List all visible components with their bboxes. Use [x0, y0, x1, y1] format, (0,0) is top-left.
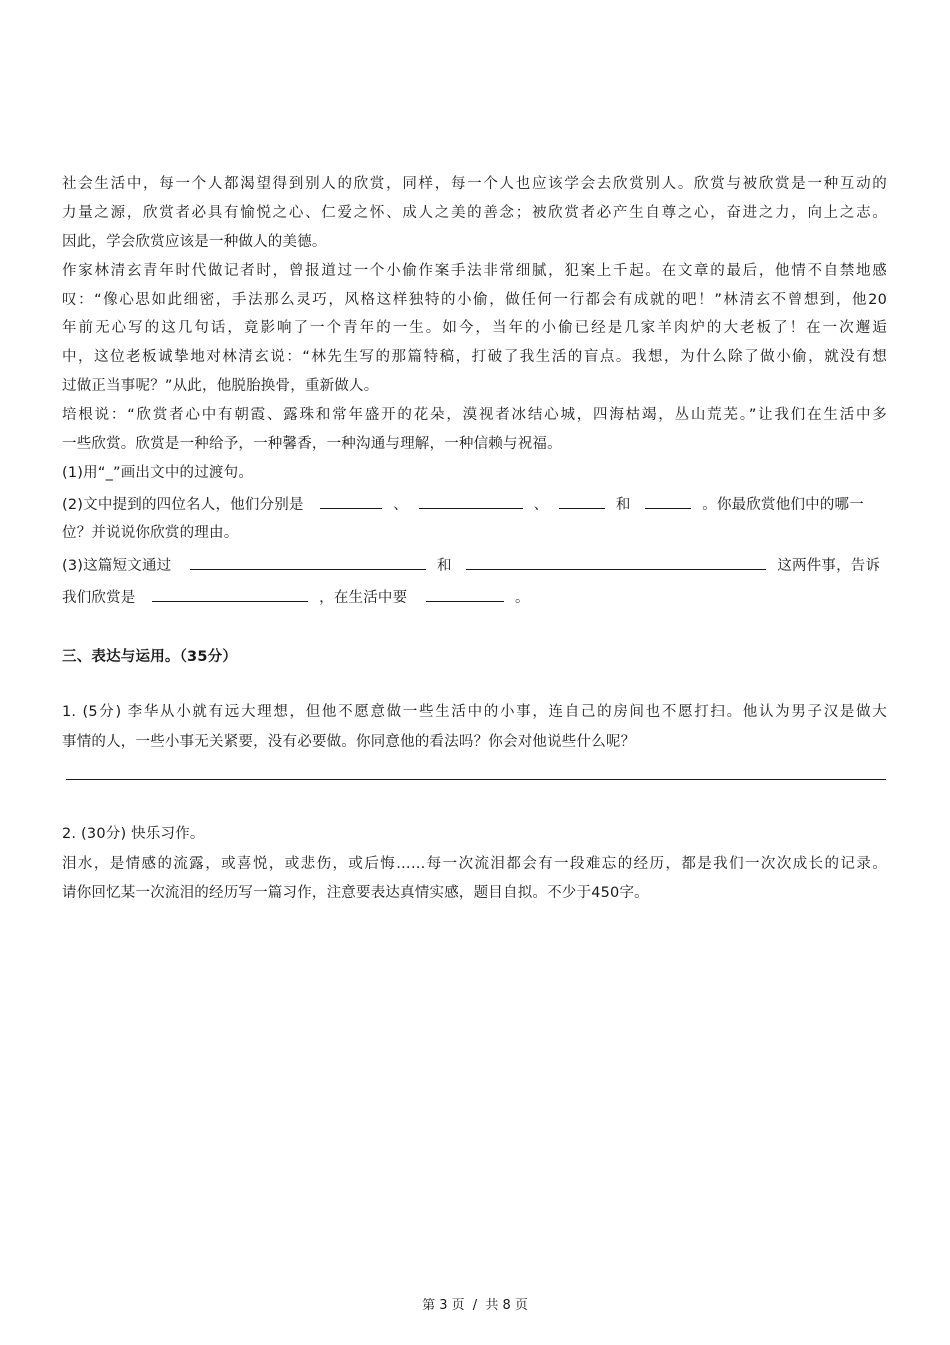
question-2-and: 和 [615, 497, 631, 513]
answer-blank-event-1[interactable] [190, 555, 426, 570]
question-3-line-2 [62, 587, 887, 607]
question-3-end: 这两件事，告诉 [777, 558, 881, 574]
question-3-start: (3)这篇短文通过 [62, 558, 172, 574]
question-2-sep: 、 [533, 497, 549, 513]
question-1-pre: (1)用“ [62, 465, 106, 481]
answer-line[interactable] [66, 779, 886, 780]
question-3 [62, 555, 887, 575]
passage-line: 一些欣赏。欣赏是一种给予，一种馨香，一种沟通与理解，一种信赖与祝福。 [62, 436, 562, 452]
passage-line: 中，这位老板诚挚地对林清玄说：“林先生写的那篇特稿，打破了我生活的盲点。我想，为什么除了做小偷，就没有想 [62, 349, 887, 365]
question-3-line2-mid: ，在生活中要 [319, 590, 408, 606]
question-2 [62, 494, 887, 514]
passage-line: 因此，学会欣赏应该是一种做人的美德。 [62, 234, 327, 250]
item-1-line: 1. (5分) 李华从小就有远大理想，但他不愿意做一些生活中的小事，连自己的房间也不愿打扫。他认为男子汉是做大 [62, 704, 887, 720]
page-total: 共 8 页 [485, 1298, 528, 1313]
answer-blank-name-3[interactable] [559, 494, 605, 509]
page-separator: / [472, 1298, 478, 1313]
passage-line: 过做正当事呢？”从此，他脱胎换骨，重新做人。 [62, 378, 379, 394]
question-2-start: (2)文中提到的四位名人，他们分别是 [62, 497, 304, 513]
passage-line: 作家林清玄青年时代做记者时，曾报道过一个小偷作案手法非常细腻，犯案上千起。在文章的最后，他情不自禁地感 [62, 263, 887, 279]
item-2-title: 2. (30分) 快乐习作。 [62, 826, 205, 842]
answer-blank-name-4[interactable] [645, 494, 691, 509]
question-3-line2-end: 。 [514, 590, 530, 606]
question-1-mark: _ [105, 465, 114, 481]
question-2-end: 。你最欣赏他们中的哪一 [702, 497, 864, 513]
item-2-line: 请你回忆某一次流泪的经历写一篇习作，注意要表达真情实感，题目自拟。不少于450字。 [62, 885, 649, 901]
question-1-post: ”画出文中的过渡句。 [113, 465, 254, 481]
answer-blank-appreciation[interactable] [152, 587, 308, 602]
item-2-line: 泪水，是情感的流露，或喜悦，或悲伤，或后悔……每一次流泪都会有一段难忘的经历，都是我们一次次成长的记录。 [62, 856, 887, 872]
item-1-line: 事情的人，一些小事无关紧要，没有必要做。你同意他的看法吗？你会对他说些什么呢？ [62, 734, 636, 750]
section-heading: 三、表达与运用。（35分） [62, 649, 238, 665]
question-1 [62, 463, 887, 483]
answer-blank-event-2[interactable] [466, 555, 766, 570]
answer-blank-action[interactable] [426, 587, 504, 602]
passage-line: 叹：“像心思如此细密，手法那么灵巧，风格这样独特的小偷，做任何一行都会有成就的吧！”林清玄不曾想到，他20 [62, 292, 887, 308]
passage-line: 社会生活中，每一个人都渴望得到别人的欣赏，同样，每一个人也应该学会去欣赏别人。欣赏与被欣赏是一种互动的 [62, 176, 887, 192]
passage-line: 年前无心写的这几句话，竟影响了一个青年的一生。如今，当年的小偷已经是几家羊肉炉的大老板了！在一次邂逅 [62, 320, 887, 336]
passage-line: 培根说：“欣赏者心中有朝霞、露珠和常年盛开的花朵，漠视者冰结心城，四海枯竭，丛山荒芜。”让我们在生活中多 [62, 407, 887, 423]
page-footer [0, 1297, 950, 1315]
question-3-and: 和 [436, 558, 452, 574]
question-3-line2-start: 我们欣赏是 [62, 590, 136, 606]
question-2-sep: 、 [393, 497, 408, 513]
answer-blank-name-1[interactable] [320, 494, 382, 509]
answer-blank-name-2[interactable] [419, 494, 523, 509]
question-2-line-2: 位？并说说你欣赏的理由。 [62, 525, 239, 541]
page-number: 第 3 页 [422, 1298, 465, 1313]
passage-line: 力量之源，欣赏者必具有愉悦之心、仁爱之怀、成人之美的善念；被欣赏者必产生自尊之心，奋进之力，向上之志。 [62, 205, 887, 221]
